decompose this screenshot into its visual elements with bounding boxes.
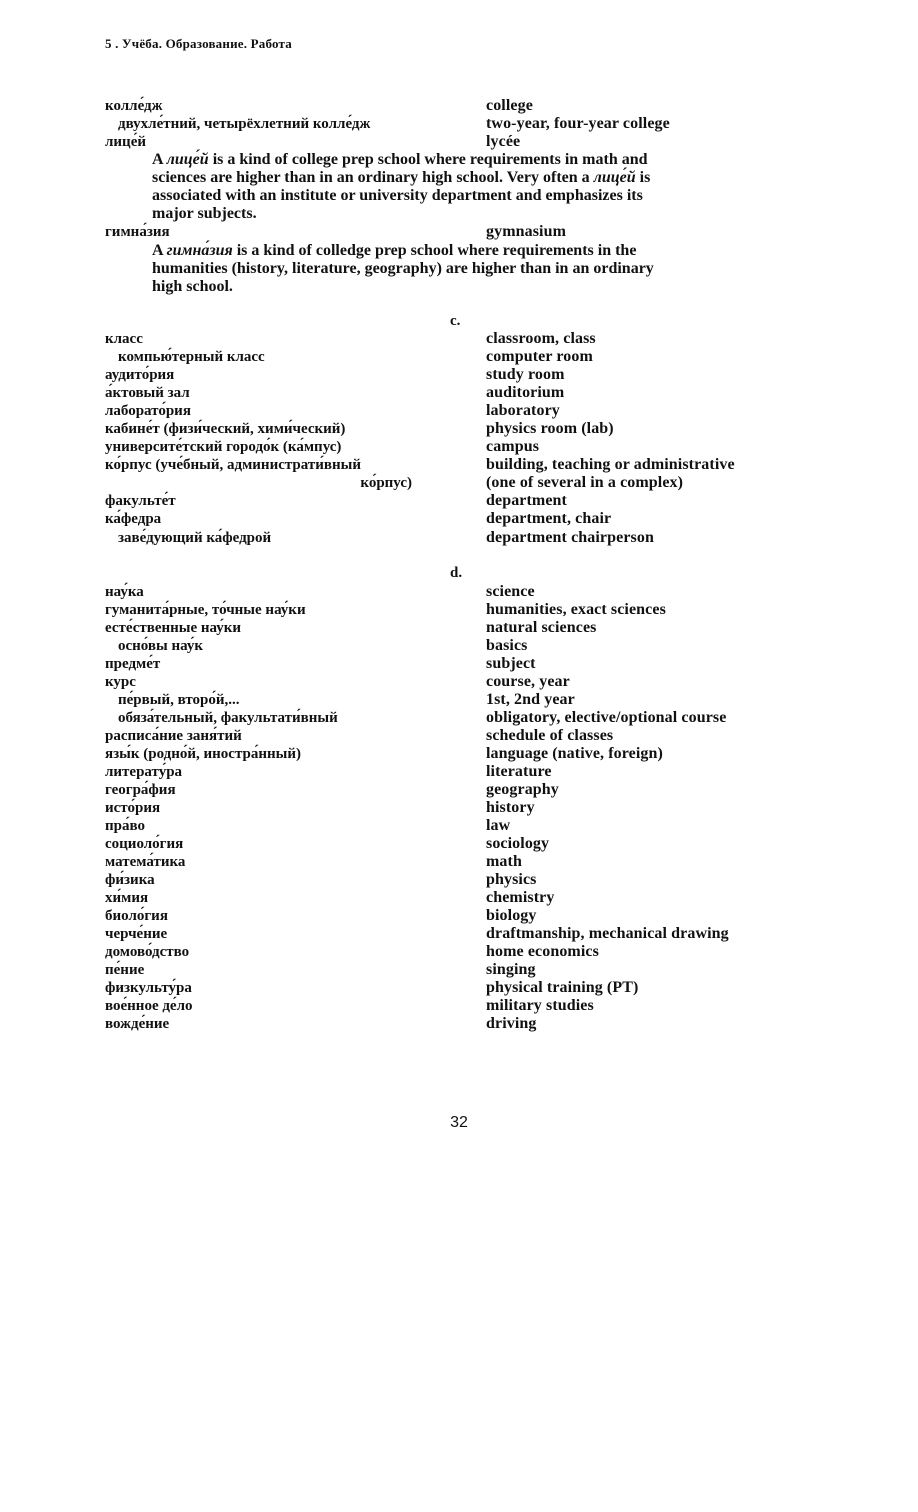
english-translation: physics <box>486 871 537 888</box>
entry-row <box>0 474 918 492</box>
entry-row <box>0 456 918 474</box>
english-translation: biology <box>486 907 537 924</box>
entry-row <box>0 133 918 151</box>
russian-term: гимна́зия <box>105 224 170 240</box>
english-translation: computer room <box>486 348 593 365</box>
english-translation: law <box>486 817 511 834</box>
russian-term: геогра́фия <box>105 782 176 798</box>
english-translation: department <box>486 492 567 509</box>
russian-term: компью́терный класс <box>118 349 265 365</box>
entry-row <box>0 745 918 763</box>
russian-term: лаборато́рия <box>105 403 191 419</box>
english-translation: laboratory <box>486 402 560 419</box>
english-translation: basics <box>486 637 528 654</box>
english-translation: lycée <box>486 133 521 150</box>
english-translation: literature <box>486 763 552 780</box>
english-translation: course, year <box>486 673 570 690</box>
entry-row <box>0 835 918 853</box>
english-translation: building, teaching or administrative <box>486 456 735 473</box>
entry-row <box>0 691 918 709</box>
russian-term: курс <box>105 674 136 690</box>
entry-row <box>0 510 918 528</box>
note-line: humanities (history, literature, geography) are higher than in an ordinary <box>152 260 654 277</box>
note-line: A гимна́зия is a kind of colledge prep school where requirements in the <box>152 242 637 259</box>
english-translation: campus <box>486 438 540 455</box>
russian-term: университе́тский городо́к (ка́мпус) <box>105 439 342 455</box>
english-translation: singing <box>486 961 536 978</box>
note-term: лице́й <box>166 151 209 168</box>
english-translation: auditorium <box>486 384 565 401</box>
english-translation: gymnasium <box>486 223 567 240</box>
entry-row <box>0 529 918 547</box>
english-translation: department chairperson <box>486 529 654 546</box>
english-translation: chemistry <box>486 889 555 906</box>
russian-term: черче́ние <box>105 926 168 942</box>
russian-term: класс <box>105 331 143 347</box>
russian-term: исто́рия <box>105 800 161 816</box>
russian-term: факульте́т <box>105 493 176 509</box>
entry-row <box>0 583 918 601</box>
russian-term: двухле́тний, четырёхлетний колле́дж <box>118 116 371 132</box>
russian-term: гуманита́рные, то́чные нау́ки <box>105 602 306 618</box>
entry-row <box>0 907 918 925</box>
russian-term: обяза́тельный, факультати́вный <box>118 710 338 726</box>
entry-row <box>0 619 918 637</box>
entry-row <box>0 979 918 997</box>
note-lycee <box>152 151 817 223</box>
russian-term: фи́зика <box>105 872 155 888</box>
english-translation: schedule of classes <box>486 727 614 744</box>
english-translation: two-year, four-year college <box>486 115 670 132</box>
entry-row <box>0 943 918 961</box>
russian-term: матема́тика <box>105 854 186 870</box>
entry-row <box>0 492 918 510</box>
english-translation: geography <box>486 781 559 798</box>
russian-term: есте́ственные нау́ки <box>105 620 242 636</box>
entry-row <box>0 763 918 781</box>
note-line: sciences are higher than in an ordinary high school. Very often a лице́й is <box>152 169 651 186</box>
note-gymnasium <box>152 242 817 296</box>
entry-row <box>0 1015 918 1033</box>
russian-term: вое́нное де́ло <box>105 998 193 1014</box>
russian-term: а́ктовый зал <box>105 385 190 401</box>
entry-row <box>0 348 918 366</box>
entry-row <box>0 673 918 691</box>
english-translation: department, chair <box>486 510 612 527</box>
english-translation: classroom, class <box>486 330 596 347</box>
entry-row <box>0 223 918 241</box>
entry-row <box>0 420 918 438</box>
russian-term: вожде́ние <box>105 1016 170 1032</box>
note-line: A лице́й is a kind of college prep school where requirements in math and <box>152 151 648 168</box>
entry-row <box>0 115 918 133</box>
entry-row <box>0 709 918 727</box>
russian-term: физкульту́ра <box>105 980 192 996</box>
entry-row <box>0 727 918 745</box>
english-translation: driving <box>486 1015 537 1032</box>
note-line: major subjects. <box>152 205 257 222</box>
english-translation: physical training (PT) <box>486 979 639 996</box>
note-line: associated with an institute or university department and emphasizes its <box>152 187 643 204</box>
note-line: high school. <box>152 278 233 295</box>
entry-row <box>0 853 918 871</box>
entry-row <box>0 384 918 402</box>
english-translation: home economics <box>486 943 599 960</box>
entry-row <box>0 961 918 979</box>
english-translation: math <box>486 853 522 870</box>
english-translation: draftmanship, mechanical drawing <box>486 925 729 942</box>
english-translation: 1st, 2nd year <box>486 691 575 708</box>
page-number: 32 <box>450 1114 468 1131</box>
entry-row <box>0 889 918 907</box>
english-translation: obligatory, elective/optional course <box>486 709 727 726</box>
russian-term: ко́рпус) <box>360 475 412 491</box>
english-translation: military studies <box>486 997 594 1014</box>
russian-term: кабине́т (физи́ческий, хими́ческий) <box>105 421 346 437</box>
russian-term: домово́дство <box>105 944 190 960</box>
english-translation: language (native, foreign) <box>486 745 663 762</box>
entry-row <box>0 817 918 835</box>
english-translation: study room <box>486 366 565 383</box>
russian-term: пе́ние <box>105 962 145 978</box>
running-header: 5 . Учёба. Образование. Работа <box>105 36 292 51</box>
russian-term: социоло́гия <box>105 836 184 852</box>
entry-row <box>0 781 918 799</box>
english-translation: humanities, exact sciences <box>486 601 666 618</box>
entry-row <box>0 799 918 817</box>
russian-term: колле́дж <box>105 98 163 114</box>
russian-term: расписа́ние заня́тий <box>105 728 242 744</box>
russian-term: осно́вы нау́к <box>118 638 204 654</box>
russian-term: язы́к (родно́й, иностра́нный) <box>105 746 301 762</box>
english-translation: college <box>486 97 533 114</box>
entry-row <box>0 97 918 115</box>
entry-row <box>0 925 918 943</box>
russian-term: аудито́рия <box>105 367 175 383</box>
russian-term: нау́ка <box>105 584 144 600</box>
english-translation: natural sciences <box>486 619 597 636</box>
english-translation: physics room (lab) <box>486 420 614 437</box>
english-translation: history <box>486 799 535 816</box>
russian-term: хи́мия <box>105 890 149 906</box>
entry-row <box>0 655 918 673</box>
section-letter-c: c. <box>450 313 461 329</box>
english-translation: sociology <box>486 835 550 852</box>
english-translation: subject <box>486 655 536 672</box>
note-term: лице́й <box>593 169 636 186</box>
note-term: гимна́зия <box>166 242 233 259</box>
english-translation: science <box>486 583 535 600</box>
russian-term: ка́федра <box>105 511 162 527</box>
entry-row <box>0 402 918 420</box>
entry-row <box>0 997 918 1015</box>
section-letter-d: d. <box>450 565 463 581</box>
russian-term: пе́рвый, второ́й,... <box>118 692 240 708</box>
entry-row <box>0 438 918 456</box>
russian-term: биоло́гия <box>105 908 168 924</box>
russian-term: предме́т <box>105 656 161 672</box>
entry-row <box>0 637 918 655</box>
entry-row <box>0 366 918 384</box>
russian-term: литерату́ра <box>105 764 183 780</box>
russian-term: заве́дующий ка́федрой <box>118 530 272 546</box>
english-translation: (one of several in a complex) <box>486 474 684 491</box>
entry-row <box>0 330 918 348</box>
entry-row <box>0 871 918 889</box>
russian-term: пра́во <box>105 818 145 834</box>
russian-term: лице́й <box>105 134 147 150</box>
entry-row <box>0 601 918 619</box>
russian-term: ко́рпус (уче́бный, администрати́вный <box>105 457 361 473</box>
